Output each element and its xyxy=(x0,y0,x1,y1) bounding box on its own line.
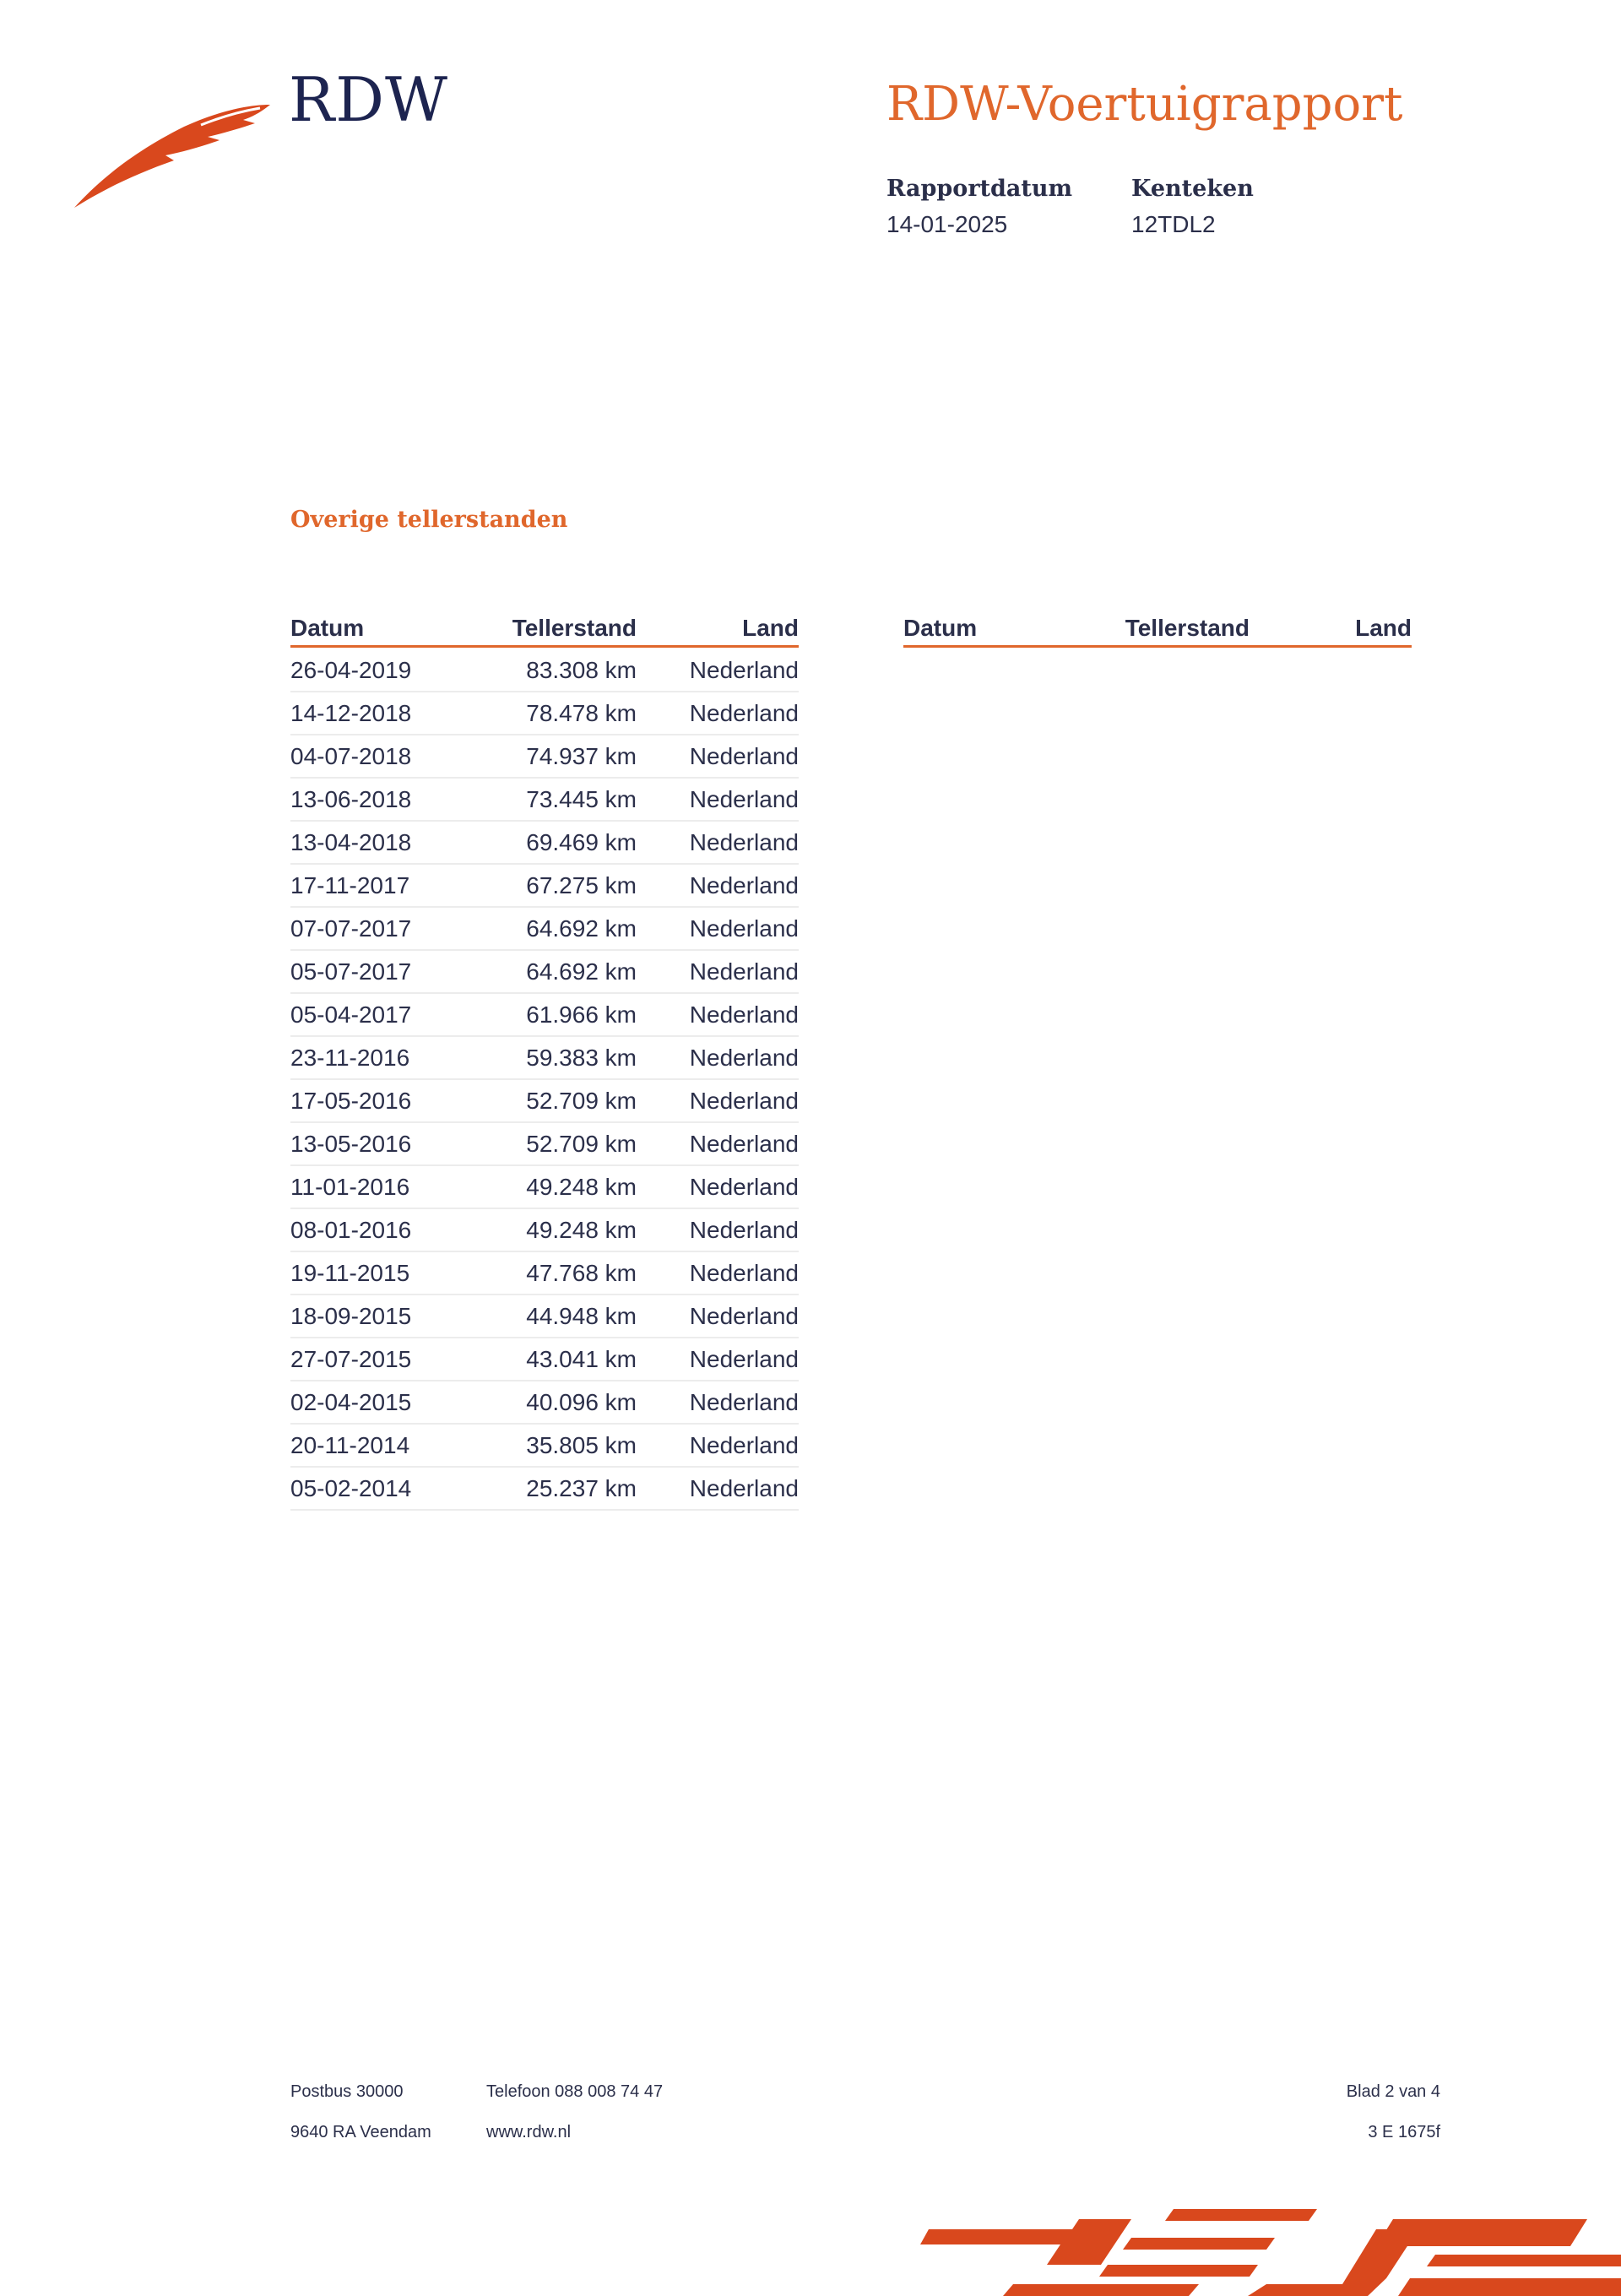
plate-value: 12TDL2 xyxy=(1131,211,1216,237)
report-title: RDW-Voertuigrapport xyxy=(886,77,1403,132)
cell-odometer: 47.768 km xyxy=(526,1259,637,1286)
cell-odometer: 69.469 km xyxy=(526,828,637,855)
footer-website[interactable]: www.rdw.nl xyxy=(486,2123,572,2141)
cell-odometer: 61.966 km xyxy=(526,1001,637,1028)
cell-date: 17-11-2017 xyxy=(290,871,410,898)
table-row xyxy=(290,908,799,951)
cell-date: 08-01-2016 xyxy=(290,1216,412,1243)
cell-date: 26-04-2019 xyxy=(290,656,412,683)
cell-odometer: 52.709 km xyxy=(526,1087,637,1114)
cell-date: 05-07-2017 xyxy=(290,958,412,985)
cell-country: Nederland xyxy=(689,1173,799,1200)
column-header-odometer: Tellerstand xyxy=(512,615,637,641)
table-row xyxy=(290,1381,799,1425)
cell-odometer: 40.096 km xyxy=(526,1388,637,1415)
rdw-logo-icon xyxy=(74,100,270,208)
table-row xyxy=(290,994,799,1037)
odometer-table xyxy=(290,615,799,1511)
cell-date: 14-12-2018 xyxy=(290,699,412,726)
cell-date: 18-09-2015 xyxy=(290,1302,412,1329)
cell-odometer: 74.937 km xyxy=(526,742,637,769)
table-row xyxy=(290,649,799,692)
cell-odometer: 67.275 km xyxy=(526,871,637,898)
cell-odometer: 35.805 km xyxy=(526,1431,637,1458)
cell-odometer: 64.692 km xyxy=(526,958,637,985)
section-title: Overige tellerstanden xyxy=(290,507,568,533)
footer-postbus: Postbus 30000 xyxy=(290,2082,404,2101)
cell-country: Nederland xyxy=(689,1001,799,1028)
footer-page-number: Blad 2 van 4 xyxy=(1346,2082,1440,2101)
column-header-date: Datum xyxy=(903,615,978,641)
cell-date: 05-02-2014 xyxy=(290,1474,412,1501)
cell-country: Nederland xyxy=(689,699,799,726)
table-body xyxy=(290,649,799,1511)
cell-country: Nederland xyxy=(689,1431,799,1458)
cell-odometer: 43.041 km xyxy=(526,1345,637,1372)
cell-odometer: 64.692 km xyxy=(526,915,637,942)
column-header-country: Land xyxy=(1355,615,1412,641)
cell-country: Nederland xyxy=(689,1216,799,1243)
cell-date: 27-07-2015 xyxy=(290,1345,412,1372)
footer-phone: Telefoon 088 008 74 47 xyxy=(486,2082,664,2101)
report-date-label: Rapportdatum xyxy=(886,176,1073,202)
cell-date: 20-11-2014 xyxy=(290,1431,410,1458)
cell-country: Nederland xyxy=(689,785,799,812)
table-row xyxy=(290,822,799,865)
cell-odometer: 83.308 km xyxy=(526,656,637,683)
footer-address: 9640 RA Veendam xyxy=(290,2123,431,2141)
cell-country: Nederland xyxy=(689,1302,799,1329)
cell-date: 17-05-2016 xyxy=(290,1087,412,1114)
cell-country: Nederland xyxy=(689,828,799,855)
cell-country: Nederland xyxy=(689,656,799,683)
cell-date: 23-11-2016 xyxy=(290,1044,410,1071)
report-date-value: 14-01-2025 xyxy=(886,211,1008,237)
cell-date: 02-04-2015 xyxy=(290,1388,412,1415)
table-row xyxy=(290,1123,799,1166)
table-row xyxy=(290,735,799,779)
table-row xyxy=(290,1037,799,1080)
cell-country: Nederland xyxy=(689,958,799,985)
cell-country: Nederland xyxy=(689,915,799,942)
cell-country: Nederland xyxy=(689,1087,799,1114)
cell-odometer: 52.709 km xyxy=(526,1130,637,1157)
cell-odometer: 25.237 km xyxy=(526,1474,637,1501)
table-row xyxy=(290,1209,799,1252)
table-row xyxy=(290,1468,799,1511)
cell-country: Nederland xyxy=(689,871,799,898)
column-header-odometer: Tellerstand xyxy=(1125,615,1250,641)
table-row xyxy=(290,1252,799,1295)
cell-date: 11-01-2016 xyxy=(290,1173,410,1200)
cell-date: 13-04-2018 xyxy=(290,828,412,855)
table-row xyxy=(290,1338,799,1381)
table-header xyxy=(903,615,1412,648)
cell-odometer: 49.248 km xyxy=(526,1216,637,1243)
cell-country: Nederland xyxy=(689,1345,799,1372)
cell-date: 13-06-2018 xyxy=(290,785,412,812)
cell-country: Nederland xyxy=(689,742,799,769)
cell-country: Nederland xyxy=(689,1259,799,1286)
cell-date: 07-07-2017 xyxy=(290,915,412,942)
cell-date: 13-05-2016 xyxy=(290,1130,412,1157)
cell-country: Nederland xyxy=(689,1388,799,1415)
cell-date: 05-04-2017 xyxy=(290,1001,412,1028)
cell-date: 19-11-2015 xyxy=(290,1259,410,1286)
table-row xyxy=(290,951,799,994)
table-row xyxy=(290,865,799,908)
table-row xyxy=(290,692,799,735)
plate-label: Kenteken xyxy=(1131,176,1254,202)
table-row xyxy=(290,779,799,822)
brand-name: RDW xyxy=(289,64,448,135)
column-header-country: Land xyxy=(742,615,799,641)
cell-odometer: 73.445 km xyxy=(526,785,637,812)
footer-stripes-graphic xyxy=(920,2204,1621,2296)
cell-date: 04-07-2018 xyxy=(290,742,412,769)
column-header-date: Datum xyxy=(290,615,365,641)
table-row xyxy=(290,1166,799,1209)
footer-code: 3 E 1675f xyxy=(1368,2123,1440,2141)
cell-odometer: 59.383 km xyxy=(526,1044,637,1071)
cell-odometer: 44.948 km xyxy=(526,1302,637,1329)
table-row xyxy=(290,1295,799,1338)
cell-country: Nederland xyxy=(689,1474,799,1501)
cell-odometer: 49.248 km xyxy=(526,1173,637,1200)
cell-odometer: 78.478 km xyxy=(526,699,637,726)
odometer-table-continued xyxy=(903,615,1412,648)
table-row xyxy=(290,1425,799,1468)
table-header xyxy=(290,615,799,648)
cell-country: Nederland xyxy=(689,1130,799,1157)
table-row xyxy=(290,1080,799,1123)
cell-country: Nederland xyxy=(689,1044,799,1071)
